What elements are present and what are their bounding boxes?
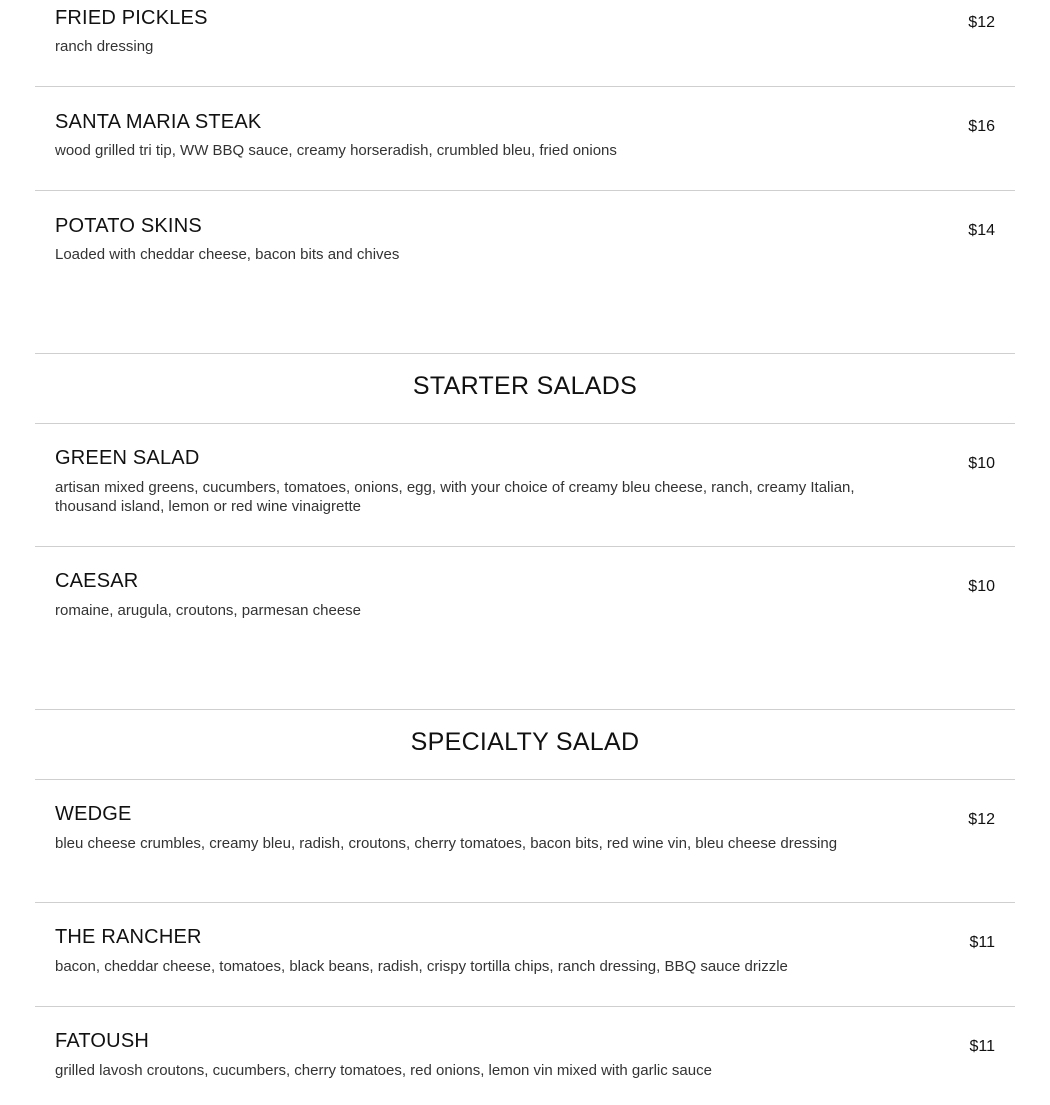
section-title-starter-salads: STARTER SALADS (412, 372, 638, 400)
item-price: $11 (969, 934, 995, 951)
item-price: $16 (968, 118, 995, 135)
item-price: $12 (968, 811, 995, 828)
menu-item-santa-maria-steak[interactable] (35, 86, 1015, 190)
menu-item-green-salad[interactable] (35, 423, 1015, 546)
menu-item-fatoush[interactable] (35, 1006, 1015, 1105)
item-price: $10 (968, 578, 995, 595)
item-description: romaine, arugula, croutons, parmesan cheese (55, 602, 362, 619)
item-description: Loaded with cheddar cheese, bacon bits and chives (55, 246, 400, 263)
item-name: SANTA MARIA STEAK (55, 111, 262, 133)
menu-item-wedge[interactable] (35, 779, 1015, 902)
item-name: FRIED PICKLES (55, 7, 208, 29)
item-price: $11 (969, 1038, 995, 1055)
item-name: POTATO SKINS (55, 215, 202, 237)
menu-item-fried-pickles[interactable] (35, 0, 1015, 86)
item-name: CAESAR (55, 570, 139, 592)
item-description: artisan mixed greens, cucumbers, tomatoes, onions, egg, with your choice of creamy bleu cheese, ranch, creamy Italian, thousand island, lemon or red wine vinaigrette (55, 479, 855, 515)
section-divider (35, 709, 1015, 710)
item-price: $12 (968, 14, 995, 31)
item-description: bleu cheese crumbles, creamy bleu, radish, croutons, cherry tomatoes, bacon bits, red wine vin, bleu cheese dressing (55, 835, 838, 852)
item-name: GREEN SALAD (55, 447, 200, 469)
section-divider (35, 353, 1015, 354)
item-description: wood grilled tri tip, WW BBQ sauce, creamy horseradish, crumbled bleu, fried onions (55, 142, 617, 159)
item-name: FATOUSH (55, 1030, 150, 1052)
item-description: grilled lavosh croutons, cucumbers, cherry tomatoes, red onions, lemon vin mixed with garlic sauce (55, 1062, 712, 1079)
item-price: $14 (968, 222, 995, 239)
item-price: $10 (968, 455, 995, 472)
section-title-specialty-salad: SPECIALTY SALAD (410, 728, 640, 756)
menu-item-the-rancher[interactable] (35, 902, 1015, 1006)
item-name: WEDGE (55, 803, 132, 825)
menu-item-potato-skins[interactable] (35, 190, 1015, 294)
item-name: THE RANCHER (55, 926, 202, 948)
menu-item-caesar[interactable] (35, 546, 1015, 650)
item-description: bacon, cheddar cheese, tomatoes, black beans, radish, crispy tortilla chips, ranch dressing, BBQ sauce drizzle (55, 958, 788, 975)
item-description: ranch dressing (55, 38, 154, 55)
